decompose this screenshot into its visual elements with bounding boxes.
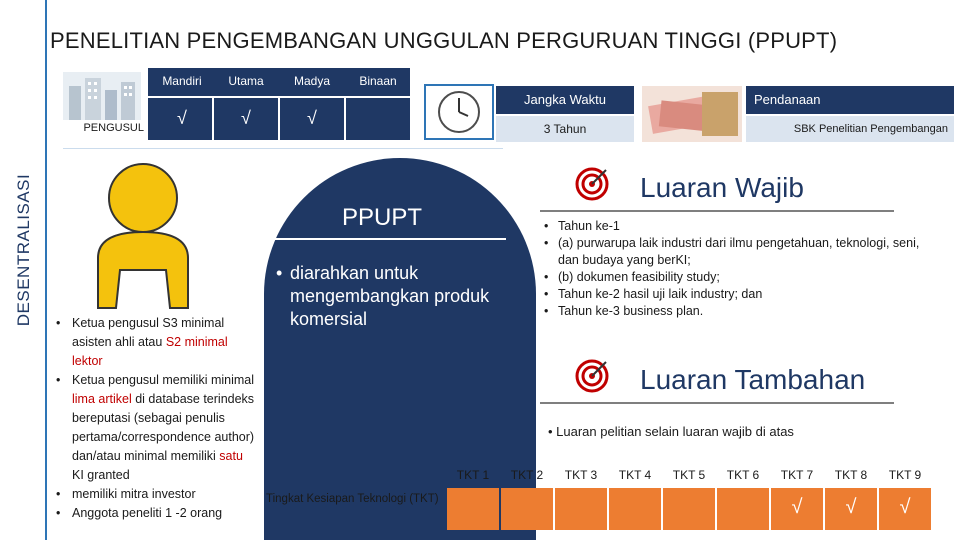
tkt-cell-3 bbox=[555, 488, 607, 530]
ppupt-bullet-text: diarahkan untuk mengembangkan produk komersial bbox=[290, 263, 490, 329]
check-mandiri: √ bbox=[177, 108, 187, 128]
tkt-2: TKT 2 bbox=[510, 468, 544, 482]
tkt-9: TKT 9 bbox=[888, 468, 922, 482]
tkt-3: TKT 3 bbox=[564, 468, 598, 482]
side-label: DESENTRALISASI bbox=[14, 173, 33, 327]
luaran-tambahan-item: • Luaran pelitian selain luaran wajib di atas bbox=[548, 424, 794, 439]
luaran-tambahan-header bbox=[540, 352, 894, 404]
tkt-cell-1 bbox=[447, 488, 499, 530]
col-binaan: Binaan bbox=[359, 74, 397, 88]
pendanaan-label: Pendanaan bbox=[746, 86, 954, 114]
pengusul-row bbox=[148, 98, 410, 140]
tkt-cell-6 bbox=[717, 488, 769, 530]
money-icon bbox=[642, 86, 742, 142]
tkt-5: TKT 5 bbox=[672, 468, 706, 482]
luaran-wajib-header bbox=[540, 160, 894, 212]
tkt-cell-8: √ bbox=[825, 488, 877, 530]
list-item: • (a) purwarupa laik industri dari ilmu pengetahuan, teknologi, seni, dan budaya yang berKI; bbox=[544, 235, 934, 269]
ppupt-underline bbox=[270, 238, 506, 240]
list-item-text: S2 minimal lektor bbox=[72, 335, 228, 368]
tkt-1: TKT 1 bbox=[456, 468, 490, 482]
col-utama: Utama bbox=[228, 74, 264, 88]
list-item-text: satu bbox=[219, 449, 243, 463]
tkt-cell-9: √ bbox=[879, 488, 931, 530]
list-item: • (b) dokumen feasibility study; bbox=[544, 269, 934, 286]
list-item-text: KI granted bbox=[72, 468, 130, 482]
target-icon bbox=[546, 354, 638, 398]
luaran-wajib-title: Luaran Wajib bbox=[640, 172, 804, 203]
clock-icon bbox=[424, 84, 494, 140]
list-item bbox=[52, 371, 257, 485]
tkt-cell-4 bbox=[609, 488, 661, 530]
list-item bbox=[52, 485, 257, 504]
tkt-label: Tingkat Kesiapan Teknologi (TKT) bbox=[266, 493, 439, 505]
check-madya: √ bbox=[307, 108, 317, 128]
tkt-7: TKT 7 bbox=[780, 468, 814, 482]
luaran-wajib-list bbox=[544, 218, 934, 320]
tkt-6: TKT 6 bbox=[726, 468, 760, 482]
check-utama: √ bbox=[241, 108, 251, 128]
list-item: • Tahun ke-1 bbox=[544, 218, 934, 235]
ppupt-bullet: • diarahkan untuk mengembangkan produk komersial bbox=[276, 263, 490, 329]
ppupt-title: PPUPT bbox=[341, 204, 422, 231]
list-item-text: lima artikel bbox=[72, 392, 132, 406]
jangka-waktu-label: Jangka Waktu bbox=[496, 86, 634, 114]
pendanaan-value: SBK Penelitian Pengembangan bbox=[746, 116, 954, 142]
jangka-waktu-value: 3 Tahun bbox=[496, 116, 634, 142]
tkt-cell-7: √ bbox=[771, 488, 823, 530]
list-item-text: Ketua pengusul S3 minimal asisten ahli atau bbox=[72, 316, 225, 349]
list-item-text: Anggota peneliti 1 -2 orang bbox=[72, 506, 223, 520]
list-item-text: memiliki mitra investor bbox=[72, 487, 196, 501]
list-item: • Tahun ke-2 hasil uji laik industry; dan bbox=[544, 286, 934, 303]
person-icon bbox=[88, 160, 198, 310]
pengusul-header bbox=[148, 68, 410, 96]
list-item bbox=[52, 504, 257, 523]
target-icon bbox=[546, 162, 638, 206]
tkt-cell-5 bbox=[663, 488, 715, 530]
divider bbox=[63, 148, 503, 149]
list-item-text: di database terindeks bereputasi (sebagai penulis pertama/correspondence author) dan/atau minimal memiliki bbox=[72, 392, 255, 463]
col-madya: Madya bbox=[293, 74, 331, 88]
page-title: PENELITIAN PENGEMBANGAN UNGGULAN PERGURUAN TINGGI (PPUPT) bbox=[50, 28, 838, 53]
list-item: • Tahun ke-3 business plan. bbox=[544, 303, 934, 320]
tkt-8: TKT 8 bbox=[834, 468, 868, 482]
luaran-tambahan-title: Luaran Tambahan bbox=[640, 364, 866, 395]
list-item-text: Ketua pengusul memiliki minimal bbox=[72, 373, 255, 387]
pengusul-label: PENGUSUL bbox=[83, 122, 144, 134]
tkt-4: TKT 4 bbox=[618, 468, 652, 482]
tkt-cell-2 bbox=[501, 488, 553, 530]
list-item bbox=[52, 314, 257, 371]
requirements-list bbox=[52, 314, 257, 523]
col-mandiri: Mandiri bbox=[162, 74, 202, 88]
building-icon bbox=[63, 72, 141, 120]
